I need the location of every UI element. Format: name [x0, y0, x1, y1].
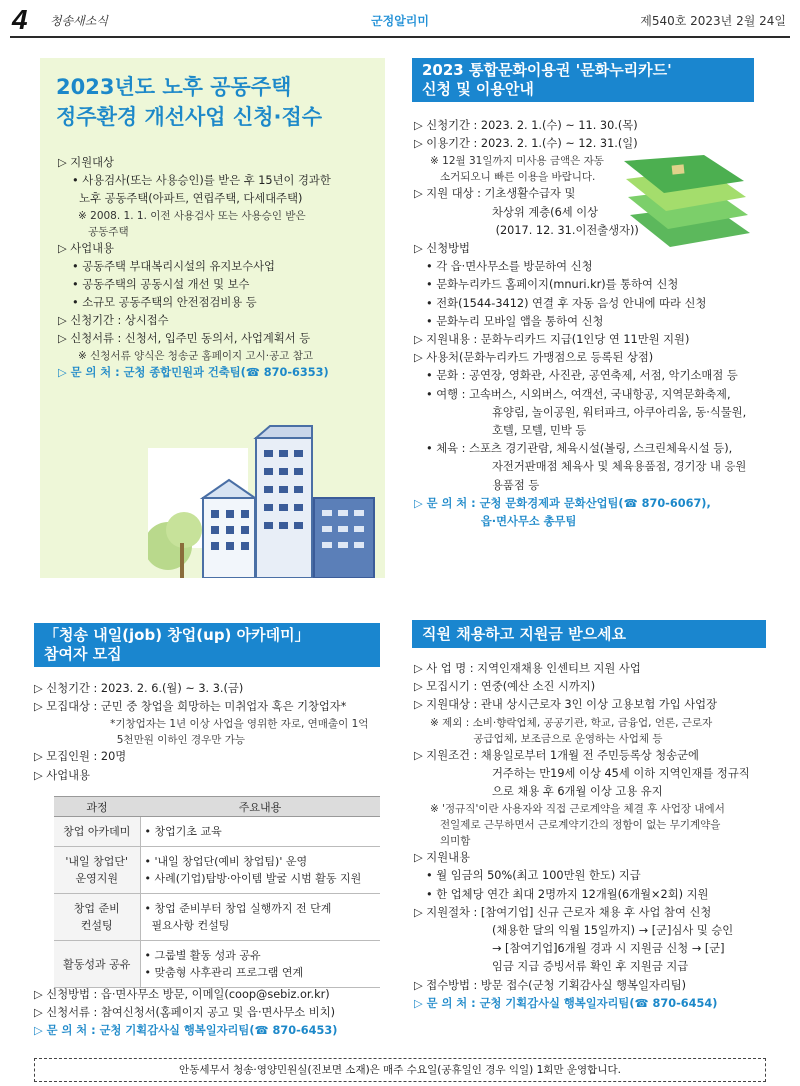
contact-line: 읍·면사무소 총무팀 [414, 515, 577, 529]
text-line: ▷ 사용처(문화누리카드 가맹점으로 등록된 상점) [414, 351, 654, 365]
note-line: ※ 신청서류 양식은 청송군 홈페이지 고시·공고 참고 [78, 350, 314, 362]
text-line: 휴양림, 놀이공원, 워터파크, 아쿠아리움, 동·식물원, [492, 405, 747, 419]
table-row [54, 847, 380, 894]
text-line: ▷ 사업내용 [34, 768, 90, 782]
section-title: 군정알리미 [371, 14, 429, 28]
course-name-line: '내일 창업단' [65, 855, 129, 868]
course-name [54, 847, 140, 894]
note-line: 의미함 [430, 835, 471, 848]
course-name [54, 941, 140, 988]
note-line: 5천만원 이하인 경우만 가능 [50, 734, 246, 747]
text-line: (2017. 12. 31.이전출생자)) [492, 223, 639, 237]
text-line: → [참여기업]6개월 경과 시 지원금 신청 → [군] [492, 942, 725, 956]
note-line: ※ 2008. 1. 1. 이전 사용검사 또는 사용승인 받은 [78, 210, 306, 222]
housing-article [40, 58, 385, 578]
text-line: ▷ 지원대상 : 관내 상시근로자 3인 이상 고용보험 가입 사업장 [414, 698, 717, 712]
text-line: ▷ 지원내용 [414, 851, 470, 865]
text-line: • 월 임금의 50%(최고 100만원 한도) 지급 [426, 869, 641, 883]
text-line: • 공동주택 부대복리시설의 유지보수사업 [72, 260, 275, 273]
text-line: ▷ 신청기간 : 상시접수 [58, 314, 169, 327]
issue-info: 제540호 2023년 2월 24일 [640, 14, 786, 28]
table-row [54, 941, 380, 988]
text-line: ▷ 신청기간 : 2023. 2. 1.(수) ~ 11. 30.(목) [414, 119, 638, 132]
note-line: ※ 제외 : 소비·향락업체, 공공기관, 학교, 금융업, 언론, 근로자 [430, 716, 713, 729]
table-row [54, 817, 380, 847]
course-name [54, 817, 140, 847]
text-line: • 사용검사(또는 사용승인)를 받은 후 15년이 경과한 [72, 174, 331, 187]
text-line: ▷ 신청기간 : 2023. 2. 6.(월) ~ 3. 3.(금) [34, 682, 244, 695]
newsletter-logo: 청송새소식 [50, 14, 108, 28]
culture-card-title: 2023 통합문화이용권 '문화누리카드' 신청 및 이용안내 [412, 58, 754, 102]
city-buildings-illustration [148, 418, 380, 578]
course-content-line: • 창업 준비부터 창업 실행까지 전 단계 [144, 902, 332, 915]
text-line: ▷ 접수방법 : 방문 접수(군청 기획감사실 행복일자리팀) [414, 978, 687, 992]
course-content [140, 847, 380, 894]
note-line: ※ '정규직'이란 사용자와 직접 근로계약을 체결 후 사업장 내에서 [430, 803, 725, 816]
housing-title: 2023년도 노후 공동주택 정주환경 개선사업 신청·접수 [56, 75, 323, 129]
contact-line: ▷ 문 의 처 : 군청 기획감사실 행복일자리팀(☎ 870-6454) [414, 996, 718, 1010]
table-row [54, 894, 380, 941]
course-name [54, 894, 140, 941]
housing-body [58, 154, 380, 382]
course-content-line: • '내일 창업단(예비 창업팀)' 운영 [144, 855, 308, 868]
course-content [140, 817, 380, 847]
culture-cards-illustration [620, 155, 760, 265]
table-header-content: 주요내용 [140, 797, 380, 817]
text-line: (채용한 달의 익월 15일까지) → [군]심사 및 승인 [492, 924, 734, 938]
text-line: • 공동주택의 공동시설 개선 및 보수 [72, 278, 250, 291]
note-line: *기창업자는 1년 이상 사업을 영위한 자로, 연매출이 1억 [50, 718, 369, 731]
course-content-line: • 맞춤형 사후관리 프로그램 연계 [144, 966, 304, 979]
text-line: ▷ 모집대상 : 군민 중 창업을 희망하는 미취업자 혹은 기창업자* [34, 700, 347, 714]
text-line: ▷ 신청서류 : 신청서, 입주민 동의서, 사업계획서 등 [58, 332, 311, 345]
academy-title: 「청송 내일(job) 창업(up) 아카데미」 참여자 모집 [34, 623, 380, 667]
jobs-body [414, 660, 766, 1013]
text-line: 호텔, 모텔, 민박 등 [492, 424, 587, 438]
course-name-line: 창업 아카데미 [63, 825, 131, 838]
course-name-line: 운영지원 [75, 872, 118, 885]
table-header-course: 과정 [54, 797, 140, 817]
text-line: ▷ 신청방법 : 읍·면사무소 방문, 이메일(coop@sebiz.or.kr) [34, 988, 330, 1001]
note-line: 전일제로 근무하면서 근로계약기간의 정함이 없는 무기계약을 [430, 819, 721, 832]
text-line: ▷ 지원대상 [58, 156, 114, 169]
text-line: ▷ 모집인원 : 20명 [34, 750, 127, 764]
note-line: 공동주택 [78, 226, 129, 238]
text-line: • 전화(1544-3412) 연결 후 자동 음성 안내에 따라 신청 [426, 296, 707, 310]
text-line: • 소규모 공동주택의 안전점검비용 등 [72, 296, 257, 309]
text-line: • 문화누리 모바일 앱을 통하여 신청 [426, 314, 604, 328]
course-name-line: 컨설팅 [80, 919, 113, 932]
text-line: ▷ 모집시기 : 연중(예산 소진 시까지) [414, 680, 596, 694]
text-line: • 한 업체당 연간 최대 2명까지 12개월(6개월×2회) 지원 [426, 887, 709, 901]
text-line: • 여행 : 고속버스, 시외버스, 여객선, 국내항공, 지역문화축제, [426, 387, 731, 401]
course-content [140, 894, 380, 941]
text-line: 거주하는 만19세 이상 45세 이하 지역인재를 정규직 [492, 766, 750, 780]
course-name-line: 활동성과 공유 [63, 957, 131, 971]
course-content-line: • 사례(기업)탐방·아이템 발굴 시범 활동 지원 [144, 872, 362, 885]
note-line: 공급업체, 보조금으로 운영하는 사업체 등 [430, 732, 663, 745]
note-line: 소거되오니 빠른 이용을 바랍니다. [430, 171, 596, 184]
text-line: • 문화 : 공연장, 영화관, 사진관, 공연축제, 서점, 악기소매점 등 [426, 369, 738, 383]
course-content-line: • 그룹별 활동 성과 공유 [144, 949, 261, 962]
jobs-title: 직원 채용하고 지원금 받으세요 [412, 620, 766, 648]
academy-contact [34, 986, 384, 1041]
page-header [0, 0, 800, 40]
text-line: ▷ 지원 대상 : 기초생활수급자 및 [414, 187, 576, 201]
text-line: • 체육 : 스포츠 경기관람, 체육시설(볼링, 스크린체육시설 등), [426, 442, 733, 456]
text-line: • 각 읍·면사무소를 방문하여 신청 [426, 260, 593, 274]
text-line: 노후 공동주택(아파트, 연립주택, 다세대주택) [72, 192, 303, 205]
academy-body [34, 680, 384, 785]
course-name-line: 창업 준비 [73, 902, 120, 915]
contact-line: ▷ 문 의 처 : 군청 문화경제과 문화산업팀(☎ 870-6067), [414, 496, 711, 510]
text-line: ▷ 신청서류 : 참여신청서(홈페이지 공고 및 읍·면사무소 비치) [34, 1006, 336, 1020]
course-content-line: • 창업기초 교육 [144, 825, 222, 838]
text-line: ▷ 지원내용 : 문화누리카드 지급(1인당 연 11만원 지원) [414, 333, 690, 347]
course-content-line: 필요사항 컨설팅 [144, 919, 230, 932]
program-table [54, 796, 380, 988]
course-content [140, 941, 380, 988]
text-line: 차상위 계층(6세 이상 [492, 205, 599, 219]
text-line: • 문화누리카드 홈페이지(mnuri.kr)를 통하여 신청 [426, 278, 679, 292]
page-number: 4 [12, 4, 28, 35]
text-line: 임금 지급 증빙서류 확인 후 지원금 지급 [492, 960, 689, 974]
contact-line: ▷ 문 의 처 : 군청 기획감사실 행복일자리팀(☎ 870-6453) [34, 1024, 338, 1038]
footer-notice: 안동세무서 청송·영양민원실(진보면 소재)은 매주 수요일(공휴일인 경우 익일) 1회만 운영합니다. [34, 1058, 766, 1082]
text-line: ▷ 지원조건 : 채용일로부터 1개월 전 주민등록상 청송군에 [414, 748, 699, 762]
contact-line: ▷ 문 의 처 : 군청 종합민원과 건축팀(☎ 870-6353) [58, 366, 329, 379]
text-line: 용품점 등 [492, 478, 540, 492]
text-line: 으로 채용 후 6개월 이상 고용 유지 [492, 785, 663, 799]
text-line: ▷ 지원절차 : [참여기업] 신규 근로자 채용 후 사업 참여 신청 [414, 905, 712, 919]
text-line: ▷ 사 업 명 : 지역인재채용 인센티브 지원 사업 [414, 662, 641, 675]
text-line: 자전거판매점 체육사 및 체육용품점, 경기장 내 응원 [492, 460, 747, 474]
note-line: ※ 12월 31일까지 미사용 금액은 자동 [430, 155, 604, 168]
text-line: ▷ 이용기간 : 2023. 2. 1.(수) ~ 12. 31.(일) [414, 137, 638, 151]
text-line: ▷ 사업내용 [58, 242, 114, 255]
header-divider [10, 36, 790, 38]
text-line: ▷ 신청방법 [414, 242, 470, 256]
